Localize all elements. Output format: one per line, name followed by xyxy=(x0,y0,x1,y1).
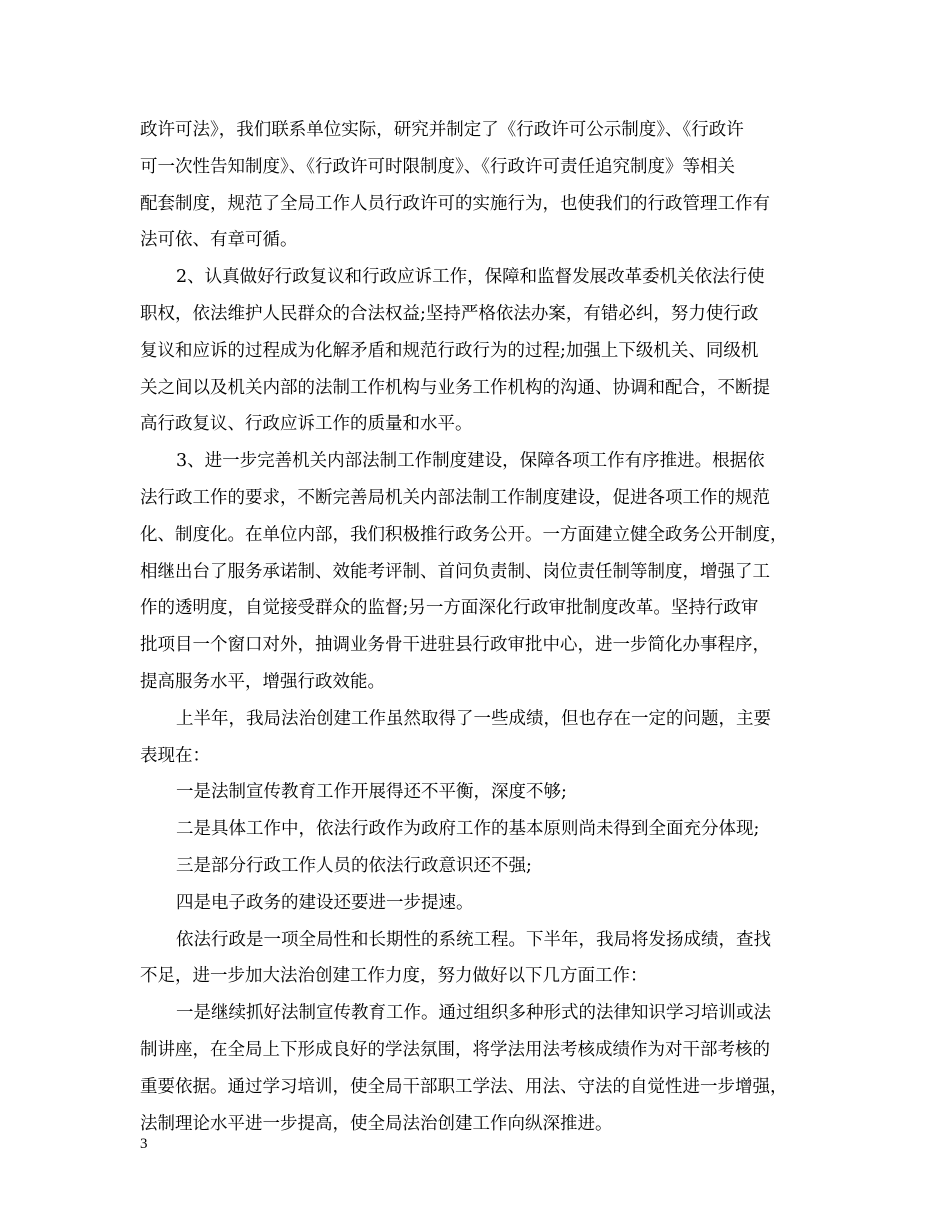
text-line: 法行政工作的要求，不断完善局机关内部法制工作制度建设，促进各项工作的规范 xyxy=(140,487,770,508)
list-item: 三是部分行政工作人员的依法行政意识还不强; xyxy=(176,855,532,876)
text-line: 批项目一个窗口对外，抽调业务骨干进驻县行政审批中心，进一步简化办事程序， xyxy=(140,635,770,656)
text-line: 制讲座，在全局上下形成良好的学法氛围，将学法用法考核成绩作为对干部考核的 xyxy=(140,1039,770,1060)
text-line: 不足，进一步加大法治创建工作力度，努力做好以下几方面工作： xyxy=(140,966,648,987)
page-number: 3 xyxy=(140,1136,148,1152)
text-line: 复议和应诉的过程成为化解矛盾和规范行政行为的过程;加强上下级机关、同级机 xyxy=(140,340,759,361)
paragraph-start-line: 依法行政是一项全局性和长期性的系统工程。下半年，我局将发扬成绩，查找 xyxy=(176,929,771,950)
body-text xyxy=(140,112,830,1142)
text-line: 化、制度化。在单位内部，我们积极推行政务公开。一方面建立健全政务公开制度， xyxy=(140,524,788,545)
text-line: 相继出台了服务承诺制、效能考评制、首问负责制、岗位责任制等制度，增强了工 xyxy=(140,561,770,582)
text-line: 政许可法》，我们联系单位实际，研究并制定了《行政许可公示制度》、《行政许 xyxy=(140,120,744,140)
text-line: 法可依、有章可循。 xyxy=(140,230,298,251)
list-item: 二是具体工作中，依法行政作为政府工作的基本原则尚未得到全面充分体现; xyxy=(176,819,760,840)
list-item: 四是电子政务的建设还要进一步提速。 xyxy=(176,892,474,913)
text-line: 作的透明度，自觉接受群众的监督;另一方面深化行政审批制度改革。坚持行政审 xyxy=(140,598,759,619)
text-line: 可一次性告知制度》、《行政许可时限制度》、《行政许可责任追究制度》等相关 xyxy=(140,156,735,177)
list-item: 一是法制宣传教育工作开展得还不平衡，深度不够; xyxy=(176,782,567,803)
text-line: 法制理论水平进一步提高，使全局法治创建工作向纵深推进。 xyxy=(140,1113,613,1134)
text-line: 重要依据。通过学习培训，使全局干部职工学法、用法、守法的自觉性进一步增强， xyxy=(140,1076,788,1097)
text-line: 关之间以及机关内部的法制工作机构与业务工作机构的沟通、协调和配合，不断提 xyxy=(140,377,770,398)
text-line: 职权，依法维护人民群众的合法权益;坚持严格依法办案，有错必纠，努力使行政 xyxy=(140,303,759,324)
text-line: 表现在： xyxy=(140,745,210,766)
paragraph-start-line: 2、认真做好行政复议和行政应诉工作，保障和监督发展改革委机关依法行使 xyxy=(176,267,765,288)
text-line: 高行政复议、行政应诉工作的质量和水平。 xyxy=(140,414,473,435)
paragraph-start-line: 3、进一步完善机关内部法制工作制度建设，保障各项工作有序推进。根据依 xyxy=(176,451,765,472)
paragraph-start-line: 上半年，我局法治创建工作虽然取得了一些成绩，但也存在一定的问题，主要 xyxy=(176,708,771,729)
paragraph-start-line: 一是继续抓好法制宣传教育工作。通过组织多种形式的法律知识学习培训或法 xyxy=(176,1003,771,1024)
text-line: 配套制度，规范了全局工作人员行政许可的实施行为，也使我们的行政管理工作有 xyxy=(140,193,770,214)
text-line: 提高服务水平，增强行政效能。 xyxy=(140,671,385,692)
